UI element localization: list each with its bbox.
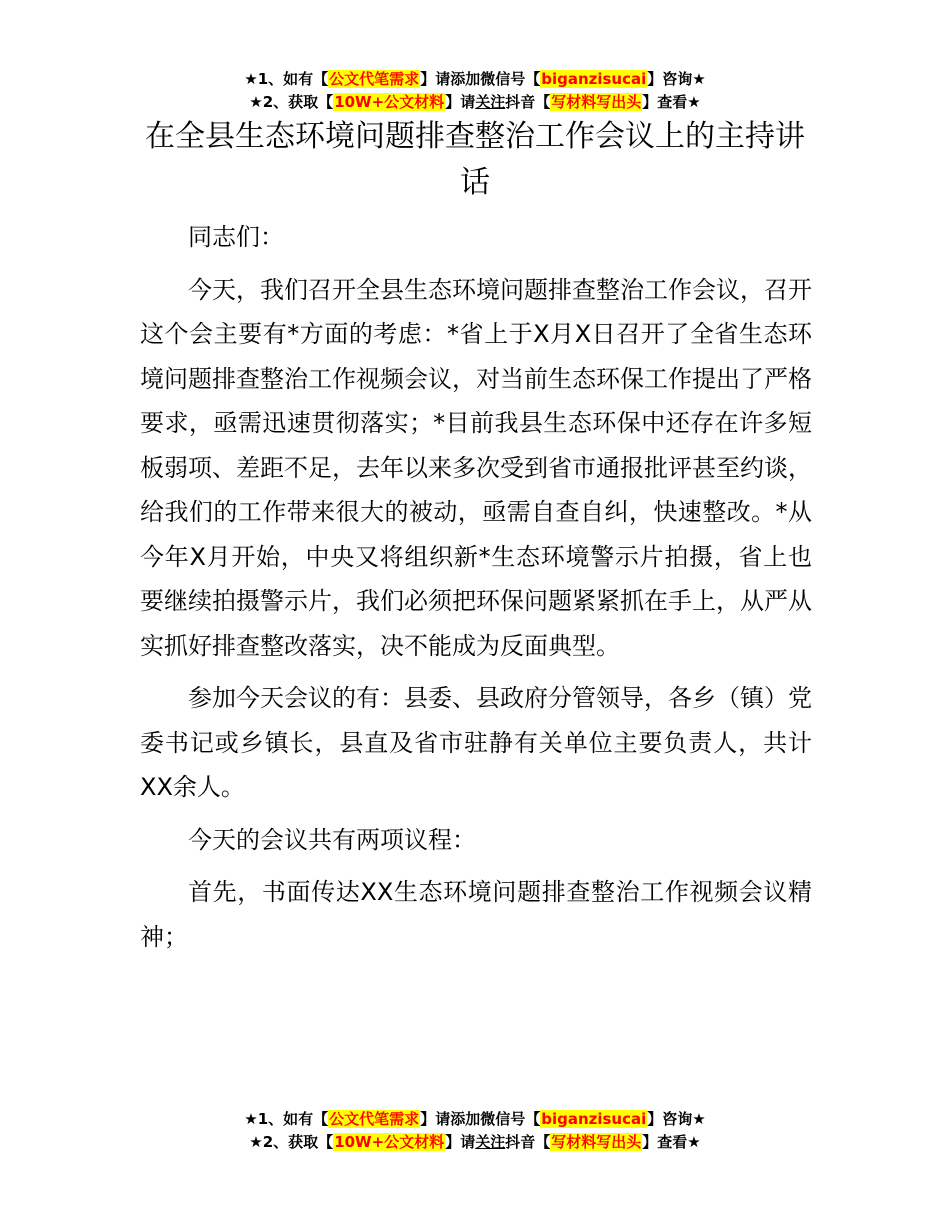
body-paragraph: 今天的会议共有两项议程：: [188, 825, 476, 854]
promo-text: 抖音【: [505, 93, 551, 111]
promo-text: ★1、如有【: [244, 1110, 329, 1128]
promo-line-2: [0, 1131, 950, 1154]
document-title: 在全县生态环境问题排查整治工作会议上的主持讲话: [145, 119, 805, 200]
promo-text: 】请添加微信号【: [420, 1110, 541, 1128]
promo-highlight: 写材料写出头: [551, 1133, 642, 1151]
promo-highlight: 写材料写出头: [551, 93, 642, 111]
promo-text: 抖音【: [505, 1133, 551, 1151]
promo-highlight: 10W+公文材料: [334, 1133, 445, 1151]
promo-text: 】请: [445, 1133, 476, 1151]
document-body: [140, 215, 812, 967]
bottom-promo-banner: [0, 1108, 950, 1154]
promo-text: 】查看★: [642, 1133, 701, 1151]
promo-line-1: [0, 68, 950, 91]
promo-text: 】查看★: [642, 93, 701, 111]
promo-line-1: [0, 1108, 950, 1131]
top-promo-banner: [0, 68, 950, 114]
promo-highlight: 公文代笔需求: [329, 1110, 420, 1128]
promo-highlight: biganzisucai: [541, 1110, 647, 1128]
promo-text: 】咨询★: [647, 70, 706, 88]
promo-highlight: 10W+公文材料: [334, 93, 445, 111]
promo-text: 】请添加微信号【: [420, 70, 541, 88]
body-paragraph: 今天，我们召开全县生态环境问题排查整治工作会议，召开这个会主要有*方面的考虑：*省上于X月X日召开了全省生态环境问题排查整治工作视频会议，对当前生态环保工作提出了严格要求，亟需迅速贯彻落实；*目前我县生态环保中还存在许多短板弱项、差距不足，去年以来多次受到省市通报批评甚至约谈，给我们的工作带来很大的被动，亟需自查自纠，快速整改。*从今年X月开始，中央又将组织新*生态环境警示片拍摄，省上也要继续拍摄警示片，我们必须把环保问题紧紧抓在手上，从严从实抓好排查整改落实，决不能成为反面典型。: [140, 275, 812, 660]
promo-underlined-text: 关注: [475, 1133, 506, 1151]
promo-text: 】咨询★: [647, 1110, 706, 1128]
promo-highlight: biganzisucai: [541, 70, 647, 88]
promo-highlight: 公文代笔需求: [329, 70, 420, 88]
salutation: 同志们：: [188, 223, 284, 251]
promo-line-2: [0, 91, 950, 114]
promo-text: ★2、获取【: [249, 1133, 334, 1151]
promo-underlined-text: 关注: [475, 93, 506, 111]
promo-text: ★1、如有【: [244, 70, 329, 88]
body-paragraph: 首先，书面传达XX生态环境问题排查整治工作视频会议精神；: [140, 878, 812, 951]
promo-text: 】请: [445, 93, 476, 111]
promo-text: ★2、获取【: [249, 93, 334, 111]
body-paragraph: 参加今天会议的有：县委、县政府分管领导，各乡（镇）党委书记或乡镇长，县直及省市驻静有关单位主要负责人，共计XX余人。: [140, 684, 812, 801]
